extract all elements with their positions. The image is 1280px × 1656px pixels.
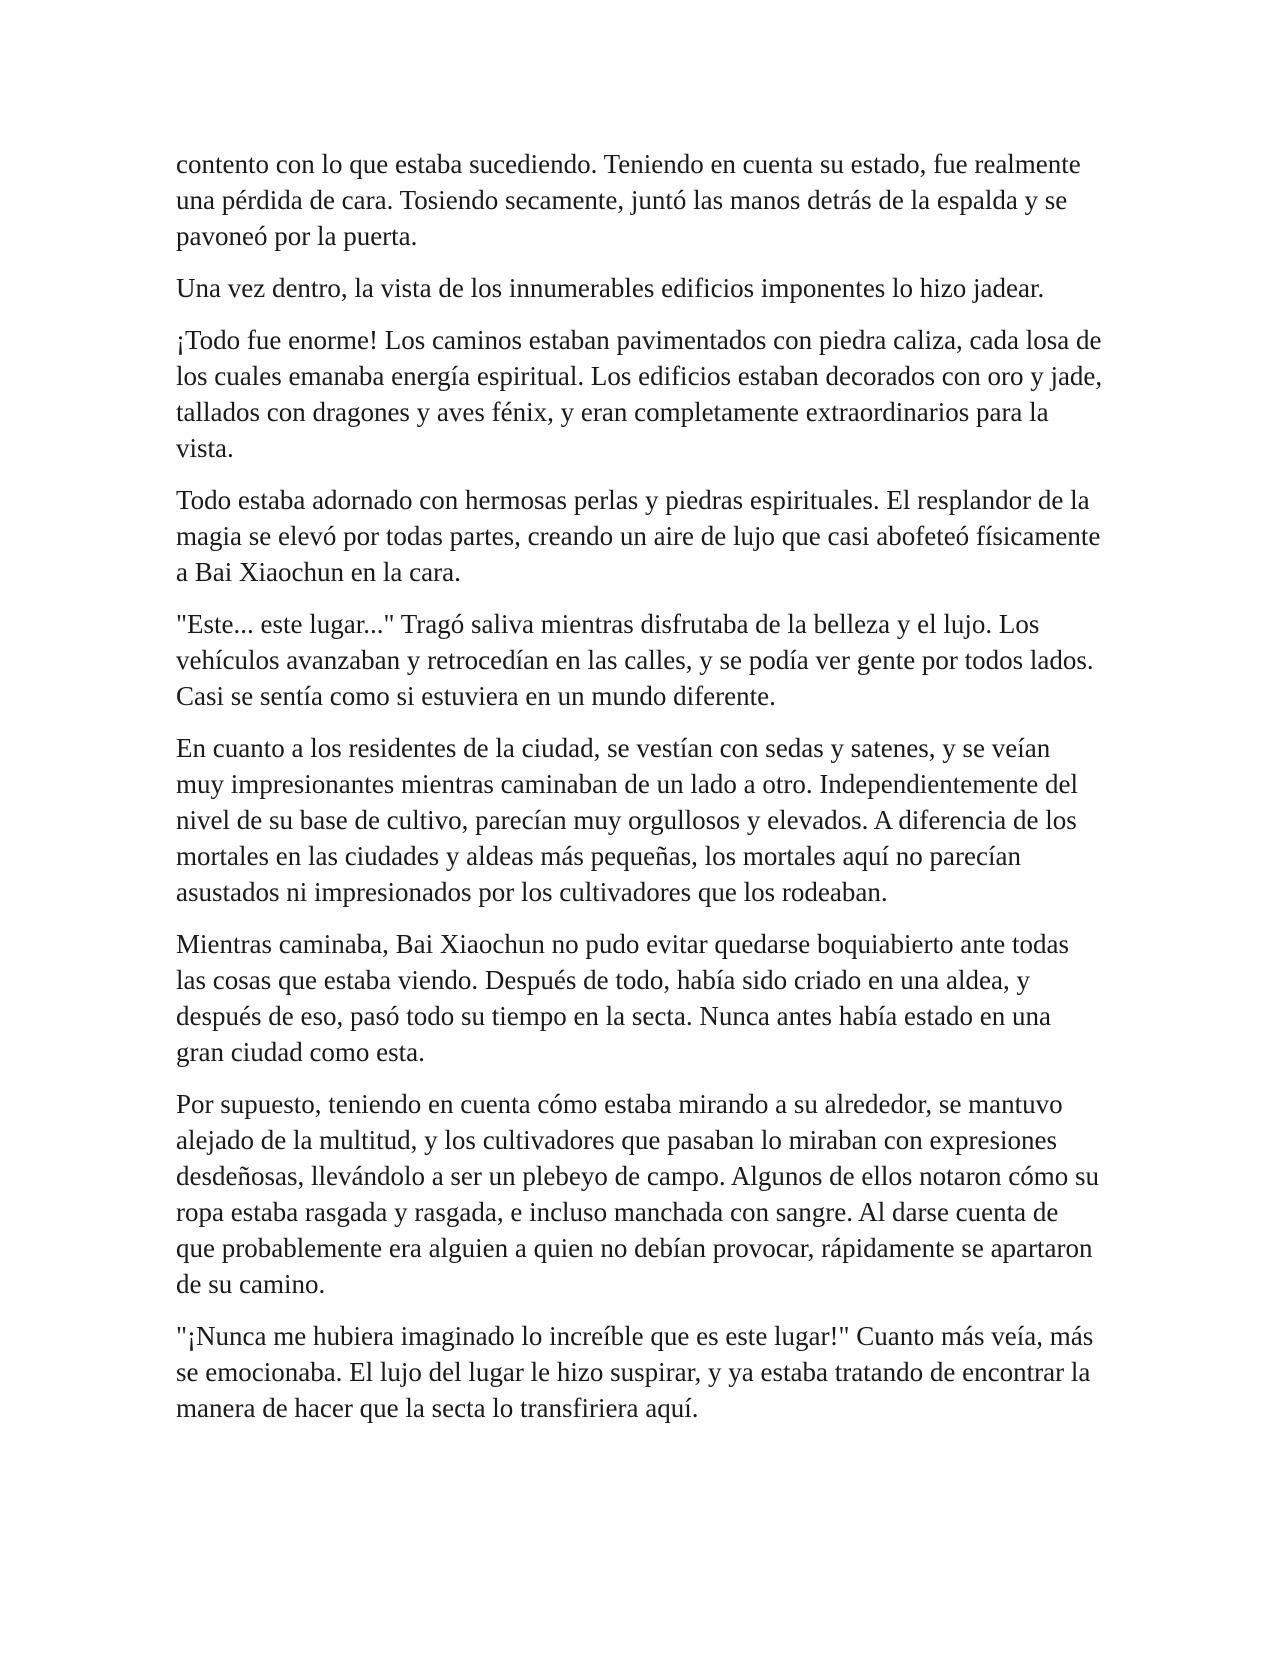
paragraph-2: Una vez dentro, la vista de los innumerables edificios imponentes lo hizo jadear. bbox=[176, 273, 1045, 303]
paragraph-8: Por supuesto, teniendo en cuenta cómo estaba mirando a su alrededor, se mantuvo alejado de la multitud, y los cultivadores que pasaban lo miraban con expresiones desdeñosas, llevándolo a ser un plebeyo de campo. Algunos de ellos notaron cómo su ropa estaba rasgada y rasgada, e incluso manchada con sangre. Al darse cuenta de que probablemente era alguien a quien no debían provocar, rápidamente se apartaron de su camino. bbox=[176, 1089, 1100, 1299]
paragraph-4: Todo estaba adornado con hermosas perlas y piedras espirituales. El resplandor de la magia se elevó por todas partes, creando un aire de lujo que casi abofeteó físicamente a Bai Xiaochun en la cara. bbox=[176, 485, 1101, 587]
paragraph-7: Mientras caminaba, Bai Xiaochun no pudo evitar quedarse boquiabierto ante todas las cosas que estaba viendo. Después de todo, había sido criado en una aldea, y después de eso, pasó todo su tiempo en la secta. Nunca antes había estado en una gran ciudad como esta. bbox=[176, 929, 1069, 1067]
paragraph-6: En cuanto a los residentes de la ciudad, se vestían con sedas y satenes, y se veían muy impresionantes mientras caminaban de un lado a otro. Independientemente del nivel de su base de cultivo, parecían muy orgullosos y elevados. A diferencia de los mortales en las ciudades y aldeas más pequeñas, los mortales aquí no parecían asustados ni impresionados por los cultivadores que los rodeaban. bbox=[176, 733, 1078, 907]
paragraph-5: "Este... este lugar..." Tragó saliva mientras disfrutaba de la belleza y el lujo. Los vehículos avanzaban y retrocedían en las calles, y se podía ver gente por todos lados. Casi se sentía como si estuviera en un mundo diferente. bbox=[176, 609, 1094, 711]
paragraph-1: contento con lo que estaba sucediendo. Teniendo en cuenta su estado, fue realmente una pérdida de cara. Tosiendo secamente, juntó las manos detrás de la espalda y se pavoneó por la puerta. bbox=[176, 149, 1081, 251]
paragraph-3: ¡Todo fue enorme! Los caminos estaban pavimentados con piedra caliza, cada losa de los cuales emanaba energía espiritual. Los edificios estaban decorados con oro y jade, tallados con dragones y aves fénix, y eran completamente extraordinarios para la vista. bbox=[176, 325, 1103, 463]
document-body bbox=[176, 146, 1104, 1442]
paragraph-9: "¡Nunca me hubiera imaginado lo increíble que es este lugar!" Cuanto más veía, más se emocionaba. El lujo del lugar le hizo suspirar, y ya estaba tratando de encontrar la manera de hacer que la secta lo transfiriera aquí. bbox=[176, 1321, 1094, 1423]
